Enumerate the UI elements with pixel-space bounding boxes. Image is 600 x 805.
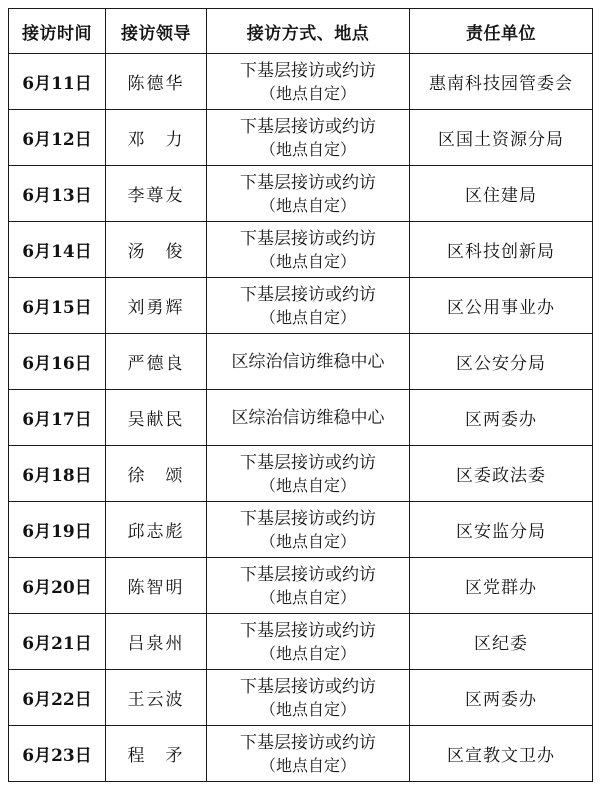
method-line-location: （地点自定） xyxy=(259,755,356,775)
method-line-location: （地点自定） xyxy=(259,643,356,663)
method-cell xyxy=(207,726,410,782)
method-line-primary: 下基层接访或约访 xyxy=(240,676,376,697)
method-line-primary: 下基层接访或约访 xyxy=(240,732,376,753)
unit-cell: 区党群办 xyxy=(410,558,593,614)
leader-cell: 邓 力 xyxy=(106,110,207,166)
leader-cell: 吴献民 xyxy=(106,390,207,446)
date-cell: 6月21日 xyxy=(9,614,106,670)
method-line-location: （地点自定） xyxy=(259,251,356,271)
method-line-primary: 下基层接访或约访 xyxy=(240,564,376,585)
method-line-primary: 下基层接访或约访 xyxy=(240,508,376,529)
method-cell xyxy=(207,670,410,726)
table-row xyxy=(9,502,593,558)
date-cell: 6月12日 xyxy=(9,110,106,166)
method-cell xyxy=(207,54,410,110)
method-line-location: （地点自定） xyxy=(259,699,356,719)
leader-cell: 王云波 xyxy=(106,670,207,726)
method-line-location: （地点自定） xyxy=(259,307,356,327)
date-cell: 6月15日 xyxy=(9,278,106,334)
header-row xyxy=(9,9,593,54)
method-line-location: （地点自定） xyxy=(259,195,356,215)
leader-cell: 刘勇辉 xyxy=(106,278,207,334)
method-line-primary: 下基层接访或约访 xyxy=(240,228,376,249)
method-line-primary: 区综治信访维稳中心 xyxy=(231,407,385,428)
table-row xyxy=(9,334,593,390)
method-line-primary: 下基层接访或约访 xyxy=(240,284,376,305)
unit-cell: 区安监分局 xyxy=(410,502,593,558)
table-row xyxy=(9,558,593,614)
unit-cell: 区公安分局 xyxy=(410,334,593,390)
leader-cell: 程 矛 xyxy=(106,726,207,782)
method-line-primary: 区综治信访维稳中心 xyxy=(231,351,385,372)
table-row xyxy=(9,390,593,446)
unit-cell: 区两委办 xyxy=(410,670,593,726)
table-row xyxy=(9,446,593,502)
method-line-location: （地点自定） xyxy=(259,531,356,551)
table-row xyxy=(9,166,593,222)
method-line-location: （地点自定） xyxy=(259,139,356,159)
unit-cell: 区宣教文卫办 xyxy=(410,726,593,782)
method-cell xyxy=(207,110,410,166)
unit-cell: 区两委办 xyxy=(410,390,593,446)
leader-cell: 李尊友 xyxy=(106,166,207,222)
leader-cell: 邱志彪 xyxy=(106,502,207,558)
leader-cell: 陈智明 xyxy=(106,558,207,614)
date-cell: 6月17日 xyxy=(9,390,106,446)
method-cell xyxy=(207,558,410,614)
date-cell: 6月18日 xyxy=(9,446,106,502)
method-line-location: （地点自定） xyxy=(259,83,356,103)
unit-cell: 区科技创新局 xyxy=(410,222,593,278)
unit-cell: 区委政法委 xyxy=(410,446,593,502)
date-cell: 6月22日 xyxy=(9,670,106,726)
header-method: 接访方式、地点 xyxy=(207,9,410,54)
table-header xyxy=(9,9,593,54)
table-row xyxy=(9,670,593,726)
method-cell xyxy=(207,278,410,334)
date-cell: 6月20日 xyxy=(9,558,106,614)
leader-cell: 汤 俊 xyxy=(106,222,207,278)
header-date: 接访时间 xyxy=(9,9,106,54)
method-cell xyxy=(207,446,410,502)
method-line-location: （地点自定） xyxy=(259,587,356,607)
method-line-primary: 下基层接访或约访 xyxy=(240,620,376,641)
table-body xyxy=(9,54,593,782)
method-cell xyxy=(207,390,410,446)
method-cell xyxy=(207,614,410,670)
date-cell: 6月11日 xyxy=(9,54,106,110)
method-line-primary: 下基层接访或约访 xyxy=(240,60,376,81)
table-row xyxy=(9,222,593,278)
unit-cell: 区公用事业办 xyxy=(410,278,593,334)
method-cell xyxy=(207,222,410,278)
table-row xyxy=(9,54,593,110)
method-line-primary: 下基层接访或约访 xyxy=(240,452,376,473)
date-cell: 6月13日 xyxy=(9,166,106,222)
table-row xyxy=(9,110,593,166)
leader-cell: 陈德华 xyxy=(106,54,207,110)
method-line-primary: 下基层接访或约访 xyxy=(240,116,376,137)
method-cell xyxy=(207,334,410,390)
header-unit: 责任单位 xyxy=(410,9,593,54)
date-cell: 6月14日 xyxy=(9,222,106,278)
unit-cell: 区国土资源分局 xyxy=(410,110,593,166)
method-line-location: （地点自定） xyxy=(259,475,356,495)
method-line-primary: 下基层接访或约访 xyxy=(240,172,376,193)
leader-cell: 吕泉州 xyxy=(106,614,207,670)
date-cell: 6月16日 xyxy=(9,334,106,390)
date-cell: 6月19日 xyxy=(9,502,106,558)
table-row xyxy=(9,614,593,670)
table-row xyxy=(9,726,593,782)
method-cell xyxy=(207,502,410,558)
header-leader: 接访领导 xyxy=(106,9,207,54)
unit-cell: 区住建局 xyxy=(410,166,593,222)
method-cell xyxy=(207,166,410,222)
table-row xyxy=(9,278,593,334)
leader-cell: 严德良 xyxy=(106,334,207,390)
unit-cell: 区纪委 xyxy=(410,614,593,670)
leader-cell: 徐 颂 xyxy=(106,446,207,502)
unit-cell: 惠南科技园管委会 xyxy=(410,54,593,110)
reception-schedule-table xyxy=(8,8,593,782)
date-cell: 6月23日 xyxy=(9,726,106,782)
